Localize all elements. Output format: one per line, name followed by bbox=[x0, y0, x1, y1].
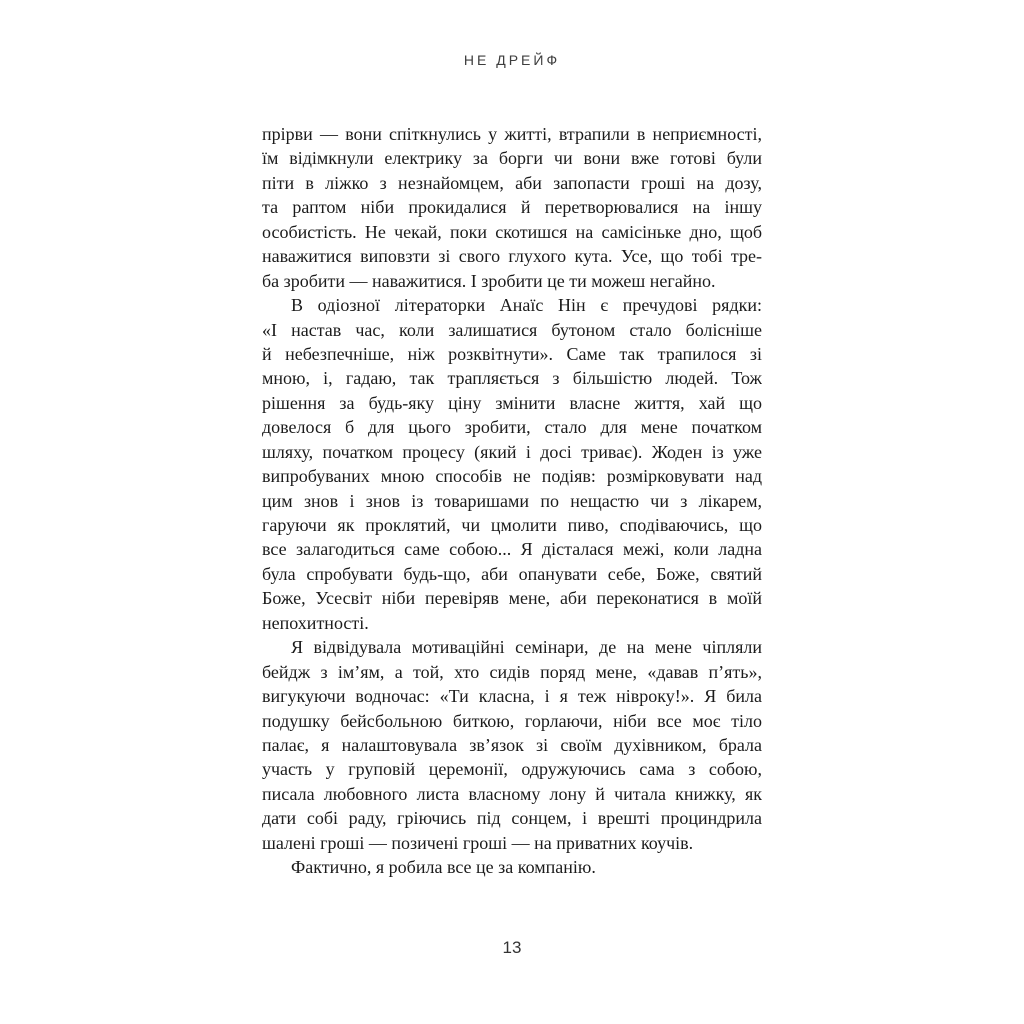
text-line: Фактично, я робила все це за компанію. bbox=[291, 857, 596, 878]
text-block bbox=[262, 122, 762, 880]
text-line: бейдж з ім’ям, а той, хто сидів поряд мене, «давав п’ять», bbox=[262, 661, 762, 682]
text-line: «І настав час, коли залишатися бутоном стало болісніше bbox=[262, 319, 762, 340]
text-line: гаруючи як проклятий, чи цмолити пиво, сподіваючись, що bbox=[262, 515, 762, 535]
text-line: мною, і, гадаю, так трапляється з більшістю людей. Тож bbox=[262, 368, 762, 389]
text-line: й небезпечніше, ніж розквітнути». Саме так трапилося зі bbox=[262, 343, 762, 364]
text-line: ба зробити — наважитися. І зробити це ти можеш негайно. bbox=[262, 270, 716, 291]
text-line: шляху, початком процесу (який і досі триває). Жоден із уже bbox=[262, 441, 762, 462]
page-number: 13 bbox=[502, 938, 522, 957]
text-line: палає, я налаштовувала зв’язок зі своїм духівником, брала bbox=[262, 734, 762, 755]
text-line: цим знов і знов із товаришами по нещастю чи з лікарем, bbox=[262, 490, 762, 511]
text-line: та раптом ніби прокидалися й перетворювалися на іншу bbox=[262, 197, 762, 218]
text-line: участь у груповій церемонії, одружуючись сама з собою, bbox=[262, 759, 762, 780]
text-line: довелося б для цього зробити, стало для мене початком bbox=[262, 417, 762, 438]
running-header: НЕ ДРЕЙФ bbox=[463, 52, 561, 68]
text-line: випробуваних мною способів не подіяв: розмірковувати над bbox=[262, 466, 762, 487]
text-line: писала любовного листа власному лону й читала книжку, як bbox=[262, 783, 762, 804]
text-line: піти в ліжко з незнайомцем, аби запопасти гроші на дозу, bbox=[262, 172, 762, 193]
text-line: наважитися виповзти зі свого глухого кута. Усе, що тобі тре- bbox=[262, 246, 762, 267]
text-line: все залагодиться саме собою... Я дісталася межі, коли ладна bbox=[262, 539, 762, 560]
text-line: їм відімкнули електрику за борги чи вони вже готові були bbox=[262, 148, 762, 169]
text-line: дати собі раду, гріючись під сонцем, і врешті проциндрила bbox=[262, 808, 762, 829]
text-line: рішення за будь-яку ціну змінити власне життя, хай що bbox=[262, 392, 762, 413]
text-line: подушку бейсбольною биткою, горлаючи, ніби все моє тіло bbox=[262, 710, 762, 731]
text-line: Боже, Усесвіт ніби перевіряв мене, аби переконатися в моїй bbox=[262, 588, 762, 609]
text-line: В одіозної літераторки Анаїс Нін є пречудові рядки: bbox=[291, 295, 762, 316]
text-line: була спробувати будь-що, аби опанувати себе, Боже, святий bbox=[262, 563, 762, 584]
text-line: прірви — вони спіткнулись у житті, втрапили в неприємності, bbox=[262, 124, 762, 144]
text-line: шалені гроші — позичені гроші — на приватних коучів. bbox=[262, 832, 694, 853]
text-line: Я відвідувала мотиваційні семінари, де на мене чіпляли bbox=[291, 637, 762, 658]
text-line: вигукуючи водночас: «Ти класна, і я теж нівроку!». Я била bbox=[262, 686, 762, 707]
text-line: особистість. Не чекай, поки скотишся на самісіньке дно, щоб bbox=[262, 221, 762, 242]
text-line: непохитності. bbox=[262, 612, 369, 633]
